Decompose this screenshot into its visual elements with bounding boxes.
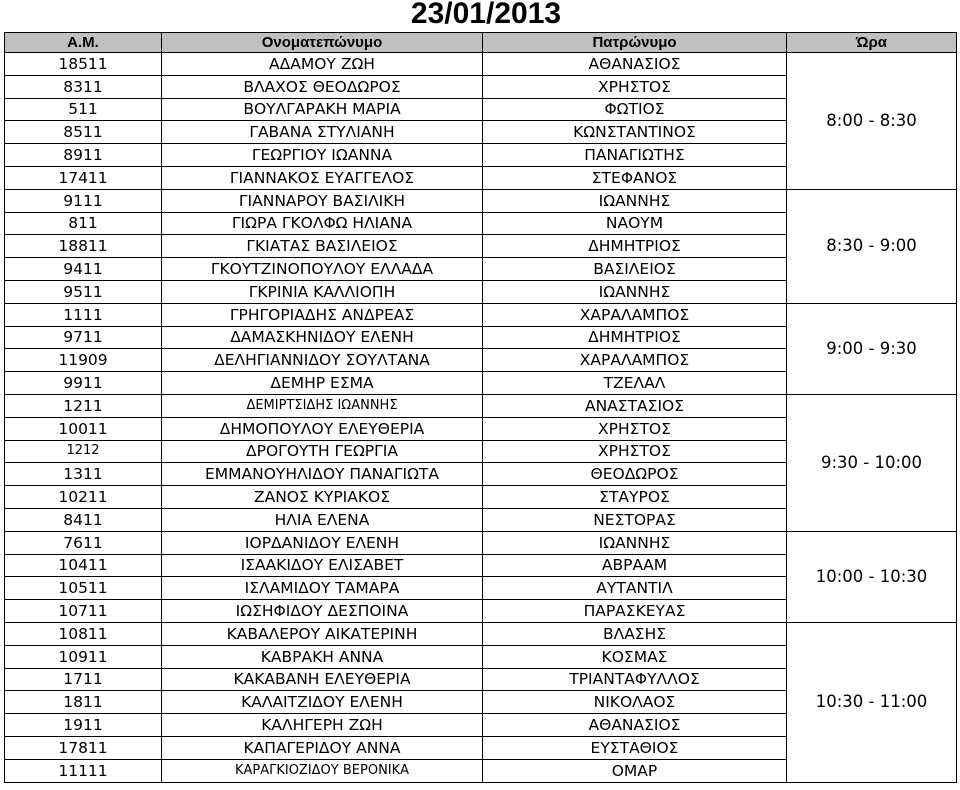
name-cell: ΚΑΚΑΒΑΝΗ ΕΛΕΥΘΕΡΙΑ <box>162 668 483 691</box>
column-header-father: Πατρώνυμο <box>483 33 787 53</box>
am-cell: 1311 <box>5 463 162 486</box>
column-header-name: Ονοματεπώνυμο <box>162 33 483 53</box>
father-cell: ΒΑΣΙΛΕΙΟΣ <box>483 258 787 281</box>
name-cell: ΙΣΛΑΜΙΔΟΥ ΤΑΜΑΡΑ <box>162 577 483 600</box>
am-cell: 1211 <box>5 394 162 417</box>
am-cell: 10911 <box>5 645 162 668</box>
am-cell: 811 <box>5 212 162 235</box>
am-cell: 10711 <box>5 600 162 623</box>
name-cell: ΚΑΛΗΓΕΡΗ ΖΩΗ <box>162 714 483 737</box>
am-cell: 10411 <box>5 554 162 577</box>
time-slot-cell: 8:30 - 9:00 <box>787 189 957 303</box>
am-cell: 10511 <box>5 577 162 600</box>
time-slot-cell: 8:00 - 8:30 <box>787 53 957 190</box>
name-cell: ΙΣΑΑΚΙΔΟΥ ΕΛΙΣΑΒΕΤ <box>162 554 483 577</box>
name-cell: ΕΜΜΑΝΟΥΗΛΙΔΟΥ ΠΑΝΑΓΙΩΤΑ <box>162 463 483 486</box>
father-cell: ΙΩΑΝΝΗΣ <box>483 531 787 554</box>
am-cell: 11909 <box>5 349 162 372</box>
father-cell: ΑΘΑΝΑΣΙΟΣ <box>483 714 787 737</box>
table-row <box>5 303 957 326</box>
table-row <box>5 531 957 554</box>
name-cell: ΓΙΑΝΝΑΡΟΥ ΒΑΣΙΛΙΚΗ <box>162 189 483 212</box>
name-cell: ΚΑΒΡΑΚΗ ΑΝΝΑ <box>162 645 483 668</box>
father-cell: ΠΑΝΑΓΙΩΤΗΣ <box>483 144 787 167</box>
father-cell: ΣΤΑΥΡΟΣ <box>483 486 787 509</box>
name-cell: ΔΕΜΗΡ ΕΣΜΑ <box>162 372 483 395</box>
name-cell: ΚΑΠΑΓΕΡΙΔΟΥ ΑΝΝΑ <box>162 736 483 759</box>
father-cell: ΤΡΙΑΝΤΑΦΥΛΛΟΣ <box>483 668 787 691</box>
name-cell: ΔΑΜΑΣΚΗΝΙΔΟΥ ΕΛΕΝΗ <box>162 326 483 349</box>
am-cell: 18811 <box>5 235 162 258</box>
name-cell: ΓΚΡΙΝΙΑ ΚΑΛΛΙΟΠΗ <box>162 280 483 303</box>
schedule-date: 23/01/2013 <box>410 0 562 30</box>
father-cell: ΑΒΡΑΑΜ <box>483 554 787 577</box>
father-cell: ΔΗΜΗΤΡΙΟΣ <box>483 235 787 258</box>
name-cell: ΖΑΝΟΣ ΚΥΡΙΑΚΟΣ <box>162 486 483 509</box>
time-slot-cell: 10:30 - 11:00 <box>787 622 957 782</box>
father-cell: ΤΖΕΛΑΛ <box>483 372 787 395</box>
am-cell: 9711 <box>5 326 162 349</box>
father-cell: ΙΩΑΝΝΗΣ <box>483 189 787 212</box>
name-cell: ΚΑΒΑΛΕΡΟΥ ΑΙΚΑΤΕΡΙΝΗ <box>162 622 483 645</box>
father-cell: ΑΥΤΑΝΤΙΛ <box>483 577 787 600</box>
am-cell: 17411 <box>5 166 162 189</box>
name-cell: ΙΟΡΔΑΝΙΔΟΥ ΕΛΕΝΗ <box>162 531 483 554</box>
am-cell: 1111 <box>5 303 162 326</box>
time-slot-cell: 10:00 - 10:30 <box>787 531 957 622</box>
am-cell: 9511 <box>5 280 162 303</box>
table-row <box>5 189 957 212</box>
am-cell: 1911 <box>5 714 162 737</box>
am-cell: 1811 <box>5 691 162 714</box>
name-cell: ΓΙΑΝΝΑΚΟΣ ΕΥΑΓΓΕΛΟΣ <box>162 166 483 189</box>
name-cell: ΗΛΙΑ ΕΛΕΝΑ <box>162 508 483 531</box>
father-cell: ΙΩΑΝΝΗΣ <box>483 280 787 303</box>
name-cell: ΚΑΛΑΙΤΖΙΔΟΥ ΕΛΕΝΗ <box>162 691 483 714</box>
am-cell: 511 <box>5 98 162 121</box>
name-cell: ΓΚΟΥΤΖΙΝΟΠΟΥΛΟΥ ΕΛΛΑΔΑ <box>162 258 483 281</box>
father-cell: ΑΘΑΝΑΣΙΟΣ <box>483 53 787 76</box>
father-cell: ΝΑΟΥΜ <box>483 212 787 235</box>
father-cell: ΘΕΟΔΩΡΟΣ <box>483 463 787 486</box>
name-cell: ΓΚΙΑΤΑΣ ΒΑΣΙΛΕΙΟΣ <box>162 235 483 258</box>
father-cell: ΕΥΣΤΑΘΙΟΣ <box>483 736 787 759</box>
schedule-table <box>4 32 957 783</box>
am-cell: 8411 <box>5 508 162 531</box>
name-cell: ΓΙΩΡΑ ΓΚΟΛΦΩ ΗΛΙΑΝΑ <box>162 212 483 235</box>
name-cell: ΑΔΑΜΟΥ ΖΩΗ <box>162 53 483 76</box>
am-cell: 9411 <box>5 258 162 281</box>
am-cell: 9111 <box>5 189 162 212</box>
father-cell: ΧΡΗΣΤΟΣ <box>483 440 787 463</box>
am-cell: 1212 <box>5 440 162 463</box>
am-cell: 11111 <box>5 759 162 782</box>
table-row <box>5 394 957 417</box>
name-cell: ΒΟΥΛΓΑΡΑΚΗ ΜΑΡΙΑ <box>162 98 483 121</box>
name-cell: ΓΡΗΓΟΡΙΑΔΗΣ ΑΝΔΡΕΑΣ <box>162 303 483 326</box>
am-cell: 17811 <box>5 736 162 759</box>
time-slot-cell: 9:30 - 10:00 <box>787 394 957 531</box>
am-cell: 10011 <box>5 417 162 440</box>
father-cell: ΒΛΑΣΗΣ <box>483 622 787 645</box>
name-cell: ΔΡΟΓΟΥΤΗ ΓΕΩΡΓΙΑ <box>162 440 483 463</box>
am-cell: 1711 <box>5 668 162 691</box>
am-cell: 18511 <box>5 53 162 76</box>
am-cell: 10811 <box>5 622 162 645</box>
father-cell: ΧΡΗΣΤΟΣ <box>483 75 787 98</box>
father-cell: ΑΝΑΣΤΑΣΙΟΣ <box>483 394 787 417</box>
column-header-time: Ώρα <box>787 33 957 53</box>
am-cell: 8911 <box>5 144 162 167</box>
father-cell: ΧΑΡΑΛΑΜΠΟΣ <box>483 303 787 326</box>
father-cell: ΝΙΚΟΛΑΟΣ <box>483 691 787 714</box>
father-cell: ΧΡΗΣΤΟΣ <box>483 417 787 440</box>
name-cell: ΒΛΑΧΟΣ ΘΕΟΔΩΡΟΣ <box>162 75 483 98</box>
father-cell: ΚΟΣΜΑΣ <box>483 645 787 668</box>
name-cell: ΔΕΜΙΡΤΣΙΔΗΣ ΙΩΑΝΝΗΣ <box>162 394 483 417</box>
table-header-row <box>5 33 957 53</box>
father-cell: ΠΑΡΑΣΚΕΥΑΣ <box>483 600 787 623</box>
name-cell: ΔΗΜΟΠΟΥΛΟΥ ΕΛΕΥΘΕΡΙΑ <box>162 417 483 440</box>
father-cell: ΚΩΝΣΤΑΝΤΙΝΟΣ <box>483 121 787 144</box>
am-cell: 8511 <box>5 121 162 144</box>
father-cell: ΣΤΕΦΑΝΟΣ <box>483 166 787 189</box>
am-cell: 8311 <box>5 75 162 98</box>
am-cell: 9911 <box>5 372 162 395</box>
name-cell: ΓΑΒΑΝΑ ΣΤΥΛΙΑΝΗ <box>162 121 483 144</box>
table-row <box>5 53 957 76</box>
table-row <box>5 622 957 645</box>
father-cell: ΔΗΜΗΤΡΙΟΣ <box>483 326 787 349</box>
name-cell: ΚΑΡΑΓΚΙΟΖΙΔΟΥ ΒΕΡΟΝΙΚΑ <box>162 759 483 782</box>
father-cell: ΝΕΣΤΟΡΑΣ <box>483 508 787 531</box>
am-cell: 10211 <box>5 486 162 509</box>
am-cell: 7611 <box>5 531 162 554</box>
father-cell: ΟΜΑΡ <box>483 759 787 782</box>
father-cell: ΦΩΤΙΟΣ <box>483 98 787 121</box>
column-header-am: Α.Μ. <box>5 33 162 53</box>
time-slot-cell: 9:00 - 9:30 <box>787 303 957 394</box>
name-cell: ΙΩΣΗΦΙΔΟΥ ΔΕΣΠΟΙΝΑ <box>162 600 483 623</box>
father-cell: ΧΑΡΑΛΑΜΠΟΣ <box>483 349 787 372</box>
name-cell: ΓΕΩΡΓΙΟΥ ΙΩΑΝΝΑ <box>162 144 483 167</box>
name-cell: ΔΕΛΗΓΙΑΝΝΙΔΟΥ ΣΟΥΛΤΑΝΑ <box>162 349 483 372</box>
